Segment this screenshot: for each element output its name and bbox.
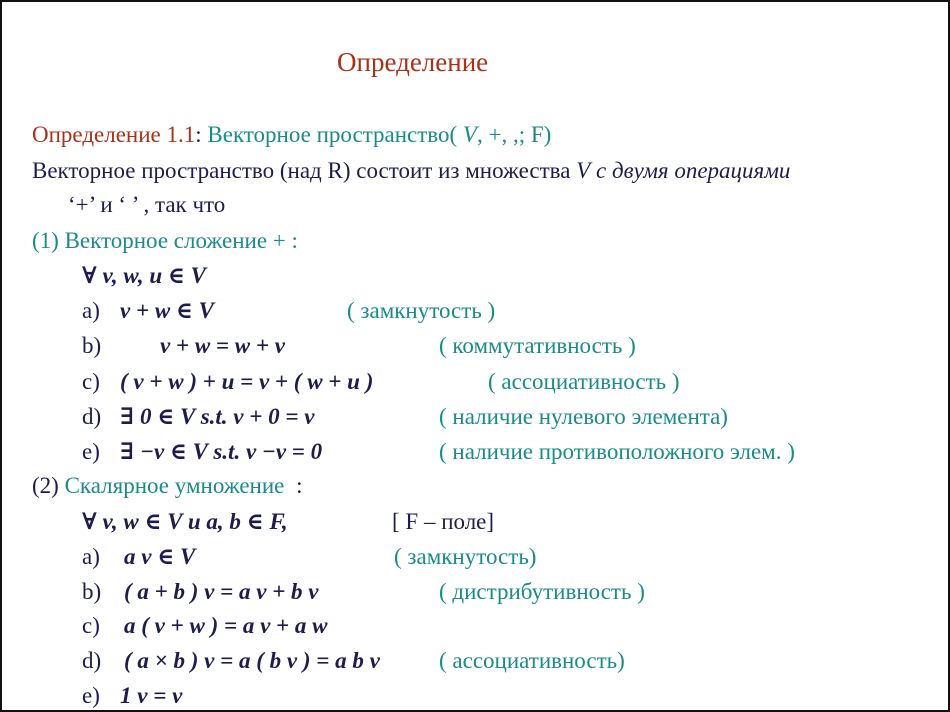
s1-item-a-note: ( замкнутость ) — [347, 298, 496, 323]
s1-item-d-note: ( наличие нулевого элемента) — [439, 404, 728, 429]
s1-item-c-formula: ( v + w ) + u = v + ( w + u ) — [120, 369, 374, 394]
s1-item-d-label: d) — [82, 404, 102, 429]
s1-item-e-note: ( наличие противоположного элем. ) — [439, 439, 795, 464]
section-1-num: (1) — [32, 228, 59, 253]
s2-item-e-label: e) — [82, 683, 100, 708]
s2-item-b-note: ( дистрибутивность ) — [439, 579, 645, 604]
s2-item-c-label: c) — [82, 613, 100, 638]
definition-colon: : — [195, 122, 202, 147]
s2-item-d-formula: ( a × b ) v = a ( b v ) = a b v — [124, 648, 380, 673]
s2-item-c-formula: a ( v + w ) = a v + a w — [124, 613, 328, 638]
s2-item-e-formula: 1 v = v — [120, 683, 183, 708]
definition-V: V — [462, 122, 477, 147]
section-1-heading — [32, 227, 298, 255]
s1-item-b-note: ( коммутативность ) — [439, 333, 636, 358]
definition-rest: , +, ,; F) — [476, 122, 552, 147]
s1-item-a-label: a) — [82, 298, 100, 323]
intro-text-a: Векторное пространство (над R) состоит из множества — [32, 158, 571, 183]
s1-item-c-label: c) — [82, 369, 100, 394]
s1-item-a-formula: v + w ∈ V — [120, 298, 215, 323]
s2-item-a-note: ( замкнутость) — [394, 544, 537, 569]
s2-item-d-label: d) — [82, 648, 102, 673]
slide-title: Определение — [337, 47, 489, 77]
definition-label: Определение 1.1 — [32, 122, 196, 147]
s2-item-a-formula: a v ∈ V — [124, 544, 196, 569]
s1-item-e-formula: ∃ −v ∈ V s.t. v −v = 0 — [120, 439, 323, 464]
s2-item-a-label: a) — [82, 544, 100, 569]
section-2-field-note: [ F – поле] — [392, 509, 495, 534]
section-1-title: Векторное сложение + : — [64, 228, 298, 253]
s1-item-b-formula: v + w = w + v — [160, 333, 285, 358]
intro-line-1 — [32, 157, 790, 185]
intro-V: V — [576, 158, 591, 183]
section-2-colon: : — [296, 473, 303, 498]
section-1-quantifier: ∀ v, w, u ∈ V — [82, 263, 206, 288]
intro-text-b: с двумя операциями — [596, 158, 791, 183]
section-2-quantifier: ∀ v, w ∈ V и a, b ∈ F, — [82, 509, 288, 534]
s2-item-d-note: ( ассоциативность) — [439, 648, 625, 673]
s2-item-b-label: b) — [82, 579, 102, 604]
s1-item-e-label: e) — [82, 439, 100, 464]
s1-item-c-note: ( ассоциативность ) — [488, 369, 680, 394]
definition-line — [32, 121, 551, 149]
section-2-num: (2) — [32, 473, 59, 498]
s2-item-b-formula: ( a + b ) v = a v + b v — [124, 579, 319, 604]
section-2-heading — [32, 472, 303, 500]
definition-text: Векторное пространство( — [207, 122, 458, 147]
section-2-title: Скалярное умножение — [64, 473, 285, 498]
s1-item-d-formula: ∃ 0 ∈ V s.t. v + 0 = v — [120, 404, 315, 429]
intro-line-2: ‘+’ и ‘ ’ , так что — [68, 192, 226, 217]
s1-item-b-label: b) — [82, 333, 102, 358]
